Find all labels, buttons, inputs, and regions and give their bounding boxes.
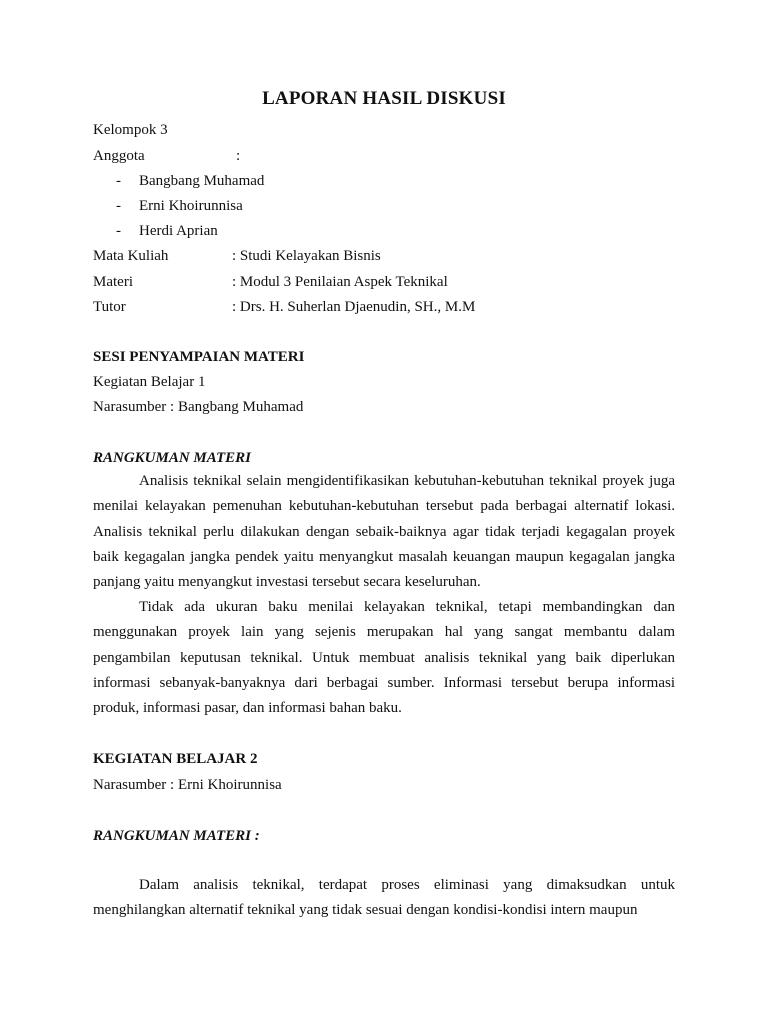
- member-item: Herdi Aprian: [139, 223, 218, 239]
- summary-heading: RANGKUMAN MATERI :: [93, 828, 260, 844]
- field-label: Tutor: [93, 299, 126, 315]
- summary-paragraph: Analisis teknikal selain mengidentifikasikan kebutuhan-kebutuhan teknikal proyek juga menilai kelayakan pemenuhan kebutuhan-kebutuhan tersebut pada berbagai alternatif lokasi. Analisis teknikal perlu dilakukan dengan sebaik-baiknya agar tidak terjadi kegagalan proyek baik kegagalan jangka pendek yaitu menyangkut masalah keuangan maupun kegagalan jangka panjang yaitu menyangkut investasi tersebut secara keseluruhan.: [93, 473, 675, 591]
- summary-heading: RANGKUMAN MATERI: [93, 450, 251, 466]
- members-colon: :: [236, 148, 241, 164]
- member-bullet: -: [116, 198, 121, 214]
- field-value: : Drs. H. Suherlan Djaenudin, SH., M.M: [232, 299, 476, 315]
- field-label: Mata Kuliah: [93, 248, 169, 264]
- section-heading: KEGIATAN BELAJAR 2: [93, 751, 258, 767]
- field-label: Materi: [93, 274, 133, 290]
- member-bullet: -: [116, 223, 121, 239]
- speaker-line: Narasumber : Erni Khoirunnisa: [93, 777, 282, 793]
- summary-paragraph: Tidak ada ukuran baku menilai kelayakan teknikal, tetapi membandingkan dan menggunakan proyek lain yang sejenis merupakan hal yang sangat membantu dalam pengambilan keputusan teknikal. Untuk membuat analisis teknikal yang baik diperlukan informasi sebanyak-banyaknya dari berbagai sumber. Informasi tersebut berupa informasi produk, informasi pasar, dan informasi bahan baku.: [93, 599, 675, 717]
- activity-label: Kegiatan Belajar 1: [93, 374, 206, 390]
- member-item: Bangbang Muhamad: [139, 173, 265, 189]
- summary-paragraph: Dalam analisis teknikal, terdapat proses eliminasi yang dimaksudkan untuk menghilangkan alternatif teknikal yang tidak sesuai dengan kondisi-kondisi intern maupun: [93, 877, 675, 919]
- document-title: LAPORAN HASIL DISKUSI: [262, 88, 506, 109]
- group-label: Kelompok 3: [93, 122, 168, 138]
- field-value: : Studi Kelayakan Bisnis: [232, 248, 381, 264]
- field-value: : Modul 3 Penilaian Aspek Teknikal: [232, 274, 448, 290]
- section-heading: SESI PENYAMPAIAN MATERI: [93, 349, 305, 365]
- member-item: Erni Khoirunnisa: [139, 198, 243, 214]
- member-bullet: -: [116, 173, 121, 189]
- speaker-line: Narasumber : Bangbang Muhamad: [93, 399, 304, 415]
- members-label: Anggota: [93, 148, 145, 164]
